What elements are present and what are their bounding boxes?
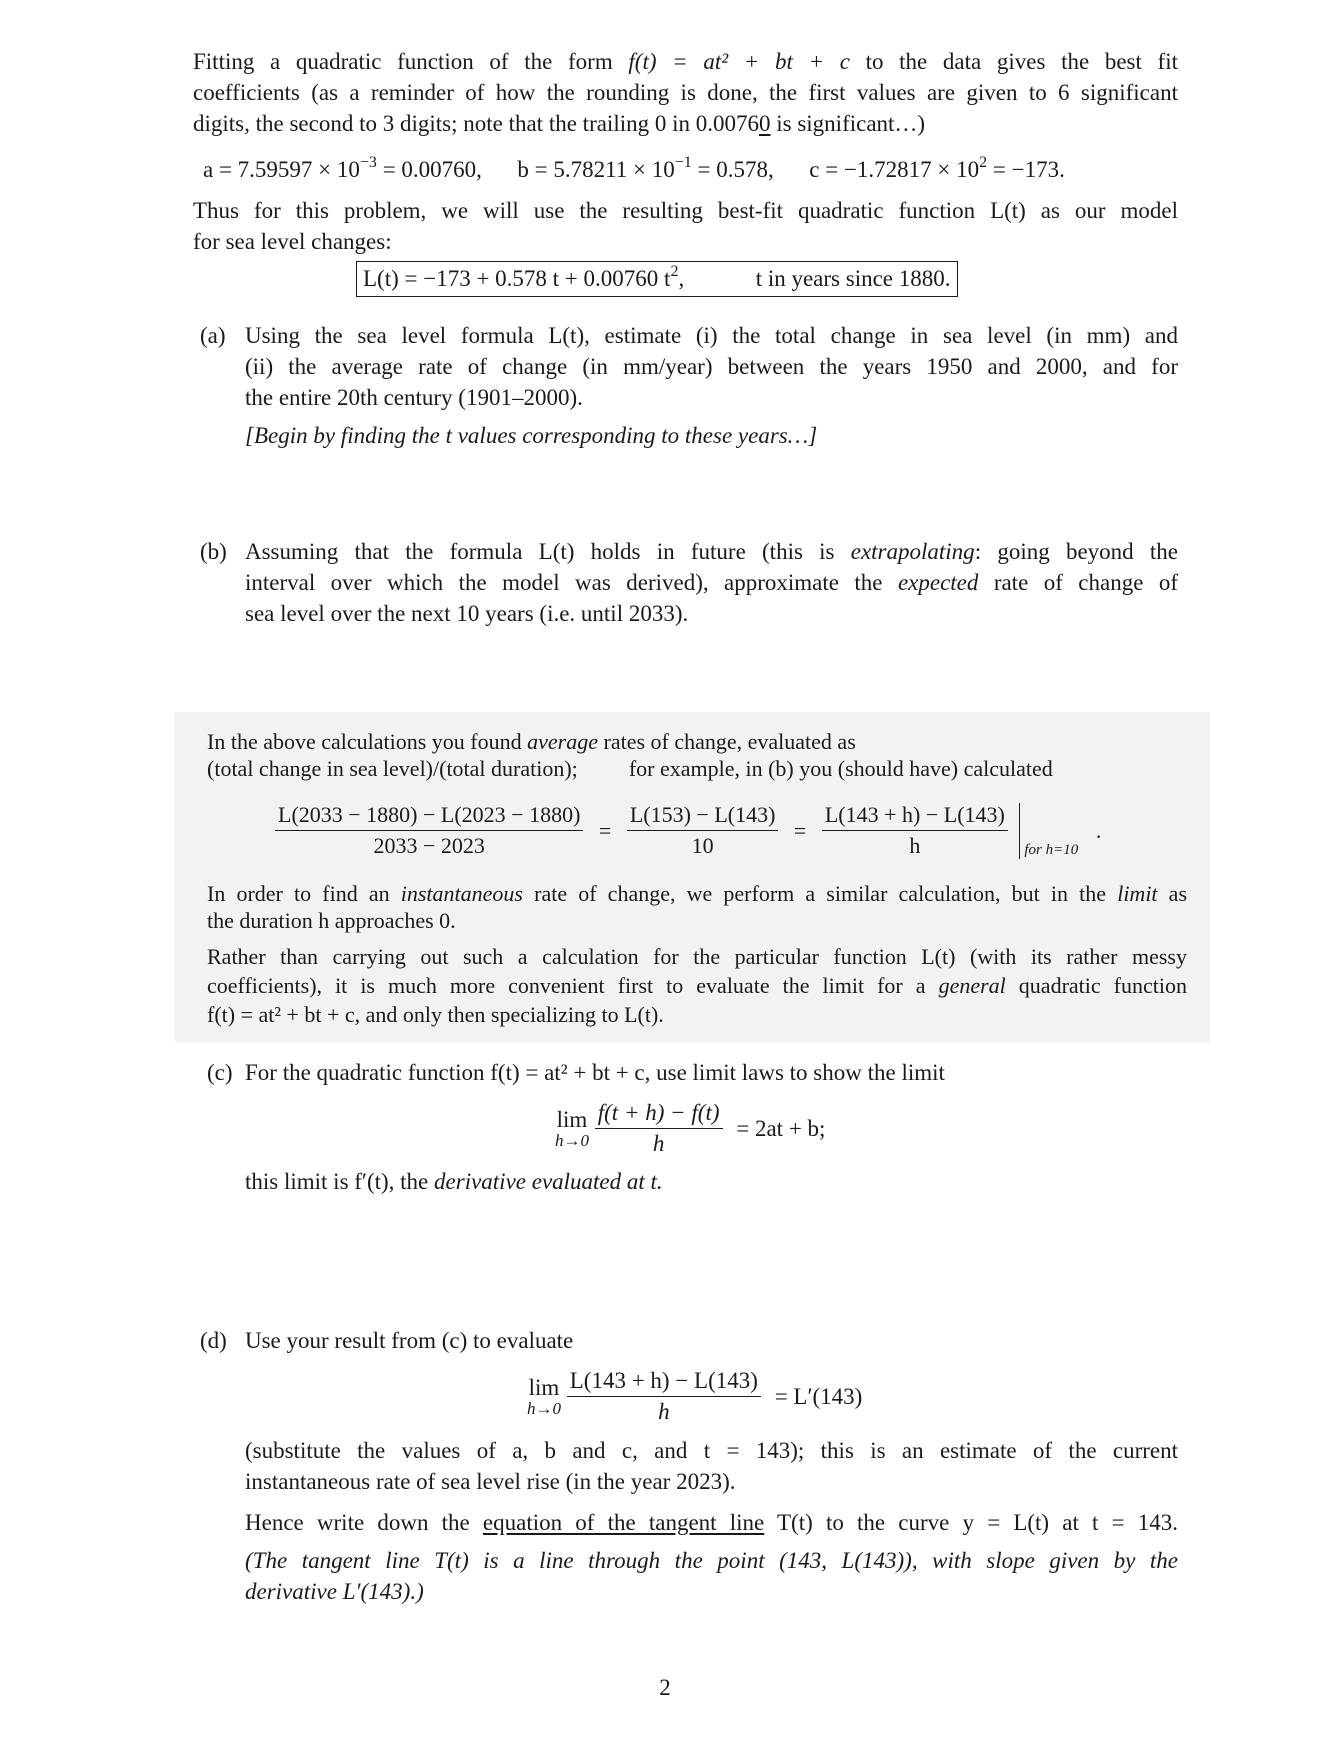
part-b-label: (b): [200, 539, 227, 564]
model-domain: t in years since 1880.: [755, 266, 951, 291]
intro-line-3: [193, 108, 1178, 139]
page-number: 2: [659, 1675, 671, 1700]
part-c-lim-text: lim: [556, 1106, 588, 1132]
model-line-1: Thus for this problem, we will use the resulting best-fit quadratic function L(t) as our model: [193, 198, 1178, 223]
fraction-years: [275, 800, 583, 861]
part-c-fraction-numerator: f(t + h) − f(t): [595, 1098, 723, 1129]
derivative-term: derivative evaluated at t.: [434, 1169, 663, 1194]
part-d-line-6: derivative L′(143).): [245, 1579, 424, 1604]
equals-sign-1: =: [598, 818, 612, 843]
coef-b: [517, 154, 774, 182]
note-difference-quotient: [275, 800, 1101, 861]
note-para-3-tail: quadratic function: [1005, 973, 1187, 998]
part-b-line-2: [245, 567, 1178, 598]
note-line-1: [207, 728, 1187, 756]
part-b-line-1: [245, 536, 1178, 567]
part-d-lim-sub: h→0: [527, 1398, 561, 1418]
average-term: average: [527, 729, 598, 754]
coef-b-value: b = 5.78211 × 10: [517, 157, 675, 182]
part-d-lim-text: lim: [528, 1374, 560, 1400]
limit-term: limit: [1117, 881, 1158, 906]
part-d-limit-equation: [527, 1366, 862, 1427]
coef-a-value: a = 7.59597 × 10: [203, 157, 360, 182]
part-d-line-4-text: Hence write down the: [245, 1510, 483, 1535]
part-d-line-4-tail: T(t) to the curve y = L(t) at t = 143.: [764, 1510, 1178, 1535]
note-line-2-text: (total change in sea level)/(total duration);: [207, 756, 578, 781]
part-d-line-3: instantaneous rate of sea level rise (in the year 2023).: [245, 1469, 736, 1494]
general-term: general: [938, 973, 1006, 998]
intro-line-3-tail: is significant…): [770, 111, 926, 136]
part-d-fraction-denominator: h: [658, 1399, 670, 1424]
part-c-line-1: For the quadratic function f(t) = at² + bt + c, use limit laws to show the limit: [245, 1060, 945, 1085]
part-d-fraction-numerator: L(143 + h) − L(143): [567, 1366, 761, 1397]
part-d-fraction: [567, 1366, 761, 1427]
part-c-lim: [555, 1108, 589, 1150]
part-d-line-5: (The tangent line T(t) is a line through the point (143, L(143)), with slope given by the: [245, 1548, 1178, 1573]
part-a-hint: [Begin by finding the t values corresponding to these years…]: [245, 423, 818, 448]
model-formula-exp: 2: [670, 263, 679, 280]
note-para-2-line-2: the duration h approaches 0.: [207, 908, 456, 933]
part-a-line-2: (ii) the average rate of change (in mm/year) between the years 1950 and 2000, and for: [245, 354, 1178, 379]
coefficients-line: [203, 154, 1203, 185]
part-b-line-3: sea level over the next 10 years (i.e. until 2033).: [245, 601, 689, 626]
note-para-3-line-1: Rather than carrying out such a calculation for the particular function L(t) (with its rather messy: [207, 944, 1187, 969]
evaluation-bar: [1019, 803, 1079, 859]
period: .: [1095, 818, 1102, 843]
coef-a-exp: −3: [359, 154, 377, 171]
coef-b-rounded: = 0.578,: [691, 157, 774, 182]
instantaneous-term: instantaneous: [400, 881, 523, 906]
part-a-line-1: Using the sea level formula L(t), estimate (i) the total change in sea level (in mm) and: [245, 323, 1178, 348]
note-para-2-tail: as: [1157, 881, 1188, 906]
coef-c: [809, 154, 1065, 182]
note-para-3-line-2: [207, 972, 1187, 1000]
part-c-result: = 2at + b;: [736, 1116, 826, 1141]
fraction-t-values-numerator: L(153) − L(143): [627, 800, 779, 831]
part-c-line-2-text: this limit is f′(t), the: [245, 1169, 435, 1194]
coef-b-exp: −1: [674, 154, 692, 171]
part-d-result: = L′(143): [774, 1384, 863, 1409]
intro-line-1: [193, 46, 1178, 77]
tangent-line-term: equation of the tangent line: [482, 1510, 765, 1535]
fraction-years-numerator: L(2033 − 1880) − L(2023 − 1880): [275, 800, 583, 831]
note-para-3-text: coefficients), it is much more convenient first to evaluate the limit for a: [207, 973, 939, 998]
coef-a-rounded: = 0.00760,: [376, 157, 482, 182]
part-c-fraction: [595, 1098, 723, 1159]
model-formula: L(t) = −173 + 0.578 t + 0.00760 t: [363, 266, 671, 291]
coef-c-value: c = −1.72817 × 10: [809, 157, 980, 182]
quadratic-form: f(t) = at² + bt + c: [628, 49, 850, 74]
note-line-2-tail: for example, in (b) you (should have) calculated: [628, 756, 1053, 781]
part-d-line-1: Use your result from (c) to evaluate: [245, 1328, 574, 1353]
part-c-label: (c): [207, 1060, 233, 1085]
part-b-line-2-text: interval over which the model was derived), approximate the: [245, 570, 898, 595]
note-para-3-line-3: f(t) = at² + bt + c, and only then specializing to L(t).: [207, 1002, 664, 1027]
fraction-t-values: [627, 800, 779, 861]
note-para-2-line-1: [207, 880, 1187, 908]
extrapolating-term: extrapolating: [850, 539, 975, 564]
part-d-line-2: (substitute the values of a, b and c, and t = 143); this is an estimate of the current: [245, 1438, 1178, 1463]
part-d-line-4: [245, 1507, 1178, 1538]
part-c-fraction-denominator: h: [652, 1131, 665, 1156]
model-formula-box: [356, 261, 958, 297]
part-d-label: (d): [200, 1328, 227, 1353]
coef-c-exp: 2: [979, 154, 988, 171]
part-a-line-3: the entire 20th century (1901–2000).: [245, 385, 583, 410]
part-b-line-2-tail: rate of change of: [978, 570, 1179, 595]
part-c-lim-sub: h→0: [555, 1130, 589, 1150]
fraction-h-denominator: h: [909, 833, 921, 858]
intro-text: Fitting a quadratic function of the form: [193, 49, 629, 74]
part-d-lim: [527, 1376, 561, 1418]
note-line-1-text: In the above calculations you found: [207, 729, 528, 754]
coef-c-rounded: = −173.: [987, 157, 1065, 182]
part-c-limit-equation: [555, 1098, 825, 1159]
note-para-2-text: In order to find an: [207, 881, 401, 906]
model-line-2: for sea level changes:: [193, 229, 392, 254]
note-line-1-tail: rates of change, evaluated as: [598, 729, 856, 754]
expected-term: expected: [897, 570, 979, 595]
note-line-2: [207, 755, 1187, 783]
fraction-h: [822, 800, 1008, 861]
part-b-line-1-text: Assuming that the formula L(t) holds in future (this is: [245, 539, 851, 564]
significant-zero: 0: [759, 111, 771, 136]
intro-text-tail: to the data gives the best fit: [849, 49, 1178, 74]
intro-line-2: coefficients (as a reminder of how the rounding is done, the first values are given to 6 significant: [193, 80, 1178, 105]
fraction-years-denominator: 2033 − 2023: [373, 833, 485, 858]
model-box: [356, 261, 958, 297]
fraction-t-values-denominator: 10: [691, 833, 714, 858]
note-para-2-mid: rate of change, we perform a similar calculation, but in the: [522, 881, 1118, 906]
equals-sign-2: =: [793, 818, 807, 843]
evaluation-subscript: for h=10: [1024, 841, 1079, 858]
part-a-label: (a): [200, 323, 226, 348]
model-formula-tail: ,: [678, 266, 685, 291]
fraction-h-numerator: L(143 + h) − L(143): [822, 800, 1008, 831]
part-b-line-1-tail: : going beyond the: [974, 539, 1178, 564]
intro-line-3-text: digits, the second to 3 digits; note that the trailing 0 in 0.0076: [193, 111, 759, 136]
coef-a: [203, 154, 482, 182]
part-c-line-2: [245, 1166, 1185, 1197]
